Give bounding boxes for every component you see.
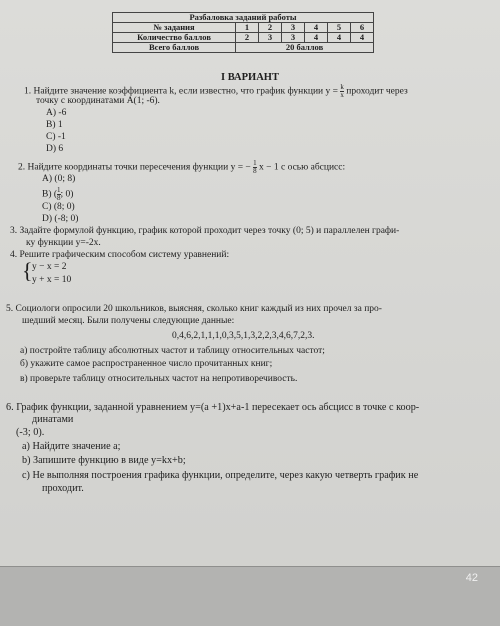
q1-text-b: проходит через bbox=[346, 86, 408, 97]
q2-optb-den: 8 bbox=[57, 194, 61, 202]
task-number-cell: 2 bbox=[259, 23, 282, 33]
q5-line2: шедший месяц. Были получены следующие данные: bbox=[22, 316, 235, 326]
q2-frac-den: 8 bbox=[253, 167, 257, 175]
task-number-cell: 5 bbox=[328, 23, 351, 33]
q2-option-b bbox=[42, 187, 73, 202]
q2-option-d: D) (-8; 0) bbox=[42, 214, 79, 224]
row-label-points: Количество баллов bbox=[113, 33, 236, 43]
q2-text-b: x − 1 с осью абсцисс: bbox=[259, 162, 346, 173]
q1-fraction bbox=[340, 84, 344, 99]
task-number-cell: 6 bbox=[351, 23, 374, 33]
q3-line1: 3. Задайте формулой функцию, график которой проходит через точку (0; 5) и параллелен графи- bbox=[10, 226, 400, 236]
q2-option-b-prefix: В) ( bbox=[42, 189, 58, 200]
q5-line1: 5. Социологи опросили 20 школьников, выясняя, сколько книг каждый из них прочел за про- bbox=[6, 304, 382, 314]
table-row bbox=[113, 43, 374, 53]
task-number-cell: 3 bbox=[282, 23, 305, 33]
q2-frac-num: 1 bbox=[253, 159, 257, 167]
table-row bbox=[113, 23, 374, 33]
q3-line2: ку функции y=-2x. bbox=[26, 238, 101, 248]
q1-frac-den: x bbox=[340, 91, 344, 99]
q6-line1: 6. График функции, заданной уравнением y=(a +1)x+a-1 пересекает ось абсцисс в точке с коор- bbox=[6, 402, 420, 413]
q2-option-a: А) (0; 8) bbox=[42, 174, 76, 184]
q5-data: 0,4,6,2,1,1,1,0,3,5,1,3,2,2,3,4,6,7,2,3. bbox=[172, 331, 315, 341]
page-number: 42 bbox=[465, 572, 478, 584]
points-cell: 2 bbox=[236, 33, 259, 43]
q1-option-a: А) -6 bbox=[46, 108, 67, 118]
footer-strip bbox=[0, 566, 500, 626]
q1-frac-num: k bbox=[340, 83, 344, 91]
points-cell: 4 bbox=[351, 33, 374, 43]
q4-eq2: y + x = 10 bbox=[32, 275, 72, 285]
q6-line2: динатами bbox=[32, 414, 74, 425]
points-cell: 3 bbox=[282, 33, 305, 43]
q1-line2: точку с координатами А(1; -6). bbox=[36, 96, 160, 106]
row-label-total: Всего баллов bbox=[113, 43, 236, 53]
total-cell: 20 баллов bbox=[236, 43, 374, 53]
q1-text-a: 1. Найдите значение коэффициента k, если известно, что график функции y = bbox=[24, 86, 338, 97]
q5-part-c: в) проверьте таблицу относительных частот на непротиворечивость. bbox=[20, 374, 298, 384]
q1-option-c: С) -1 bbox=[46, 132, 66, 142]
q2-option-c: С) (8; 0) bbox=[42, 202, 75, 212]
points-cell: 4 bbox=[305, 33, 328, 43]
q6-part-c2: проходит. bbox=[42, 483, 84, 494]
q6-part-b: b) Запишите функцию в виде y=kx+b; bbox=[22, 455, 186, 466]
table-row bbox=[113, 33, 374, 43]
points-cell: 4 bbox=[328, 33, 351, 43]
task-number-cell: 4 bbox=[305, 23, 328, 33]
score-table bbox=[112, 12, 374, 53]
q1-option-d: D) 6 bbox=[46, 144, 64, 154]
q2-optb-num: 1 bbox=[57, 186, 61, 194]
q2-option-b-tail: ; 0) bbox=[60, 189, 74, 200]
system-brace: { bbox=[22, 258, 33, 283]
q6-line3: (-3; 0). bbox=[16, 427, 45, 438]
q6-part-a: a) Найдите значение а; bbox=[22, 441, 121, 452]
q2-text-a: 2. Найдите координаты точки пересечения функции y = − bbox=[18, 162, 251, 173]
variant-heading: I ВАРИАНТ bbox=[221, 72, 279, 83]
q4-eq1: y − x = 2 bbox=[32, 262, 67, 272]
q2-line1 bbox=[18, 160, 345, 175]
row-label-task-number: № задания bbox=[113, 23, 236, 33]
q6-part-c1: c) Не выполняя построения графика функции, определите, через какую четверть график не bbox=[22, 470, 419, 481]
q1-option-b: В) 1 bbox=[46, 120, 63, 130]
task-number-cell: 1 bbox=[236, 23, 259, 33]
q5-part-a: а) постройте таблицу абсолютных частот и таблицу относительных частот; bbox=[20, 346, 325, 356]
q4-line1: 4. Решите графическим способом систему уравнений: bbox=[10, 250, 230, 260]
q2-fraction bbox=[253, 160, 257, 175]
q5-part-b: б) укажите самое распространенное число прочитанных книг; bbox=[20, 359, 273, 369]
score-table-title: Разбаловка заданий работы bbox=[113, 13, 374, 23]
points-cell: 3 bbox=[259, 33, 282, 43]
